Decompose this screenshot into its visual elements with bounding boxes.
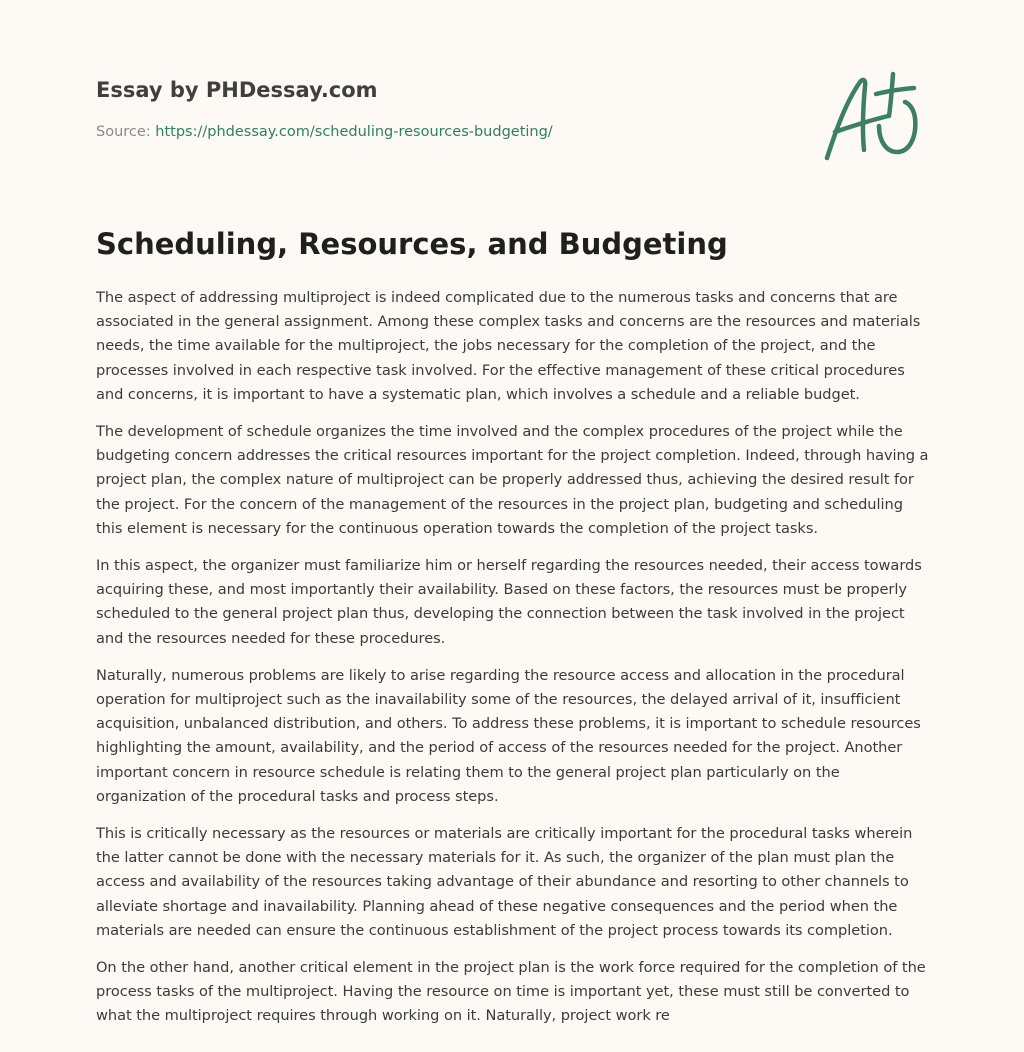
logo-o-circle (879, 102, 915, 152)
article-paragraph: In this aspect, the organizer must familiarize him or herself regarding the resources needed, their access towards acquiring these, and most importantly their availability. Based on these factors, the resources must be properly scheduled to the general project plan thus, developing the connection between the task involved in the project and the resources needed for these procedures. (96, 557, 922, 647)
brand-name: Essay by PHDessay.com (96, 78, 378, 102)
document-header (96, 0, 932, 200)
source-line (96, 124, 553, 140)
document-page (96, 0, 932, 1052)
logo-plus-horizontal (876, 88, 914, 94)
article-paragraph: The aspect of addressing multiproject is indeed complicated due to the numerous tasks and concerns that are associated in the general assignment. Among these complex tasks and concerns are the resources and materials needs, the time available for the multiproject, the jobs necessary for the completion of the project, and the processes involved in each respective task involved. For the effective management of these critical procedures and concerns, it is important to have a systematic plan, which involves a schedule and a reliable budget. (96, 289, 921, 403)
logo-a-stroke (827, 80, 865, 158)
article-paragraph: This is critically necessary as the resources or materials are critically important for the procedural tasks wherein the latter cannot be done with the necessary materials for it. As such, the organizer of the plan must plan the access and availability of the resources taking advantage of their abundance and resorting to other channels to alleviate shortage and inavailability. Planning ahead of these negative consequences and the period when the materials are needed can ensure the continuous establishment of the project process towards its completion. (96, 825, 913, 939)
article-paragraph: Naturally, numerous problems are likely to arise regarding the resource access and allocation in the procedural operation for multiproject such as the inavailability some of the resources, the delayed arrival of it, insufficient acquisition, unbalanced distribution, and others. To address these problems, it is important to schedule resources highlighting the amount, availability, and the period of access of the resources needed for the project. Another important concern in resource schedule is relating them to the general project plan particularly on the organization of the procedural tasks and process steps. (96, 666, 921, 805)
article-body (96, 286, 932, 1046)
source-link[interactable]: https://phdessay.com/scheduling-resources-budgeting/ (155, 124, 553, 140)
logo-plus-vertical (889, 74, 893, 116)
article-title: Scheduling, Resources, and Budgeting (96, 227, 728, 261)
article-paragraph: The development of schedule organizes the time involved and the complex procedures of the project while the budgeting concern addresses the critical resources important for the project completion. Indeed, through having a project plan, the complex nature of multiproject can be properly addressed thus, achieving the desired result for the project. For the concern of the management of the resources in the project plan, budgeting and scheduling this element is necessary for the continuous operation towards the completion of the project tasks. (96, 423, 929, 537)
a-plus-logo-icon (822, 68, 926, 164)
source-label: Source: (96, 124, 151, 140)
article-paragraph: On the other hand, another critical element in the project plan is the work force required for the completion of the process tasks of the multiproject. Having the resource on time is important yet, these must still be converted to what the multiproject requires through working on it. Naturally, project work re (96, 959, 926, 1025)
